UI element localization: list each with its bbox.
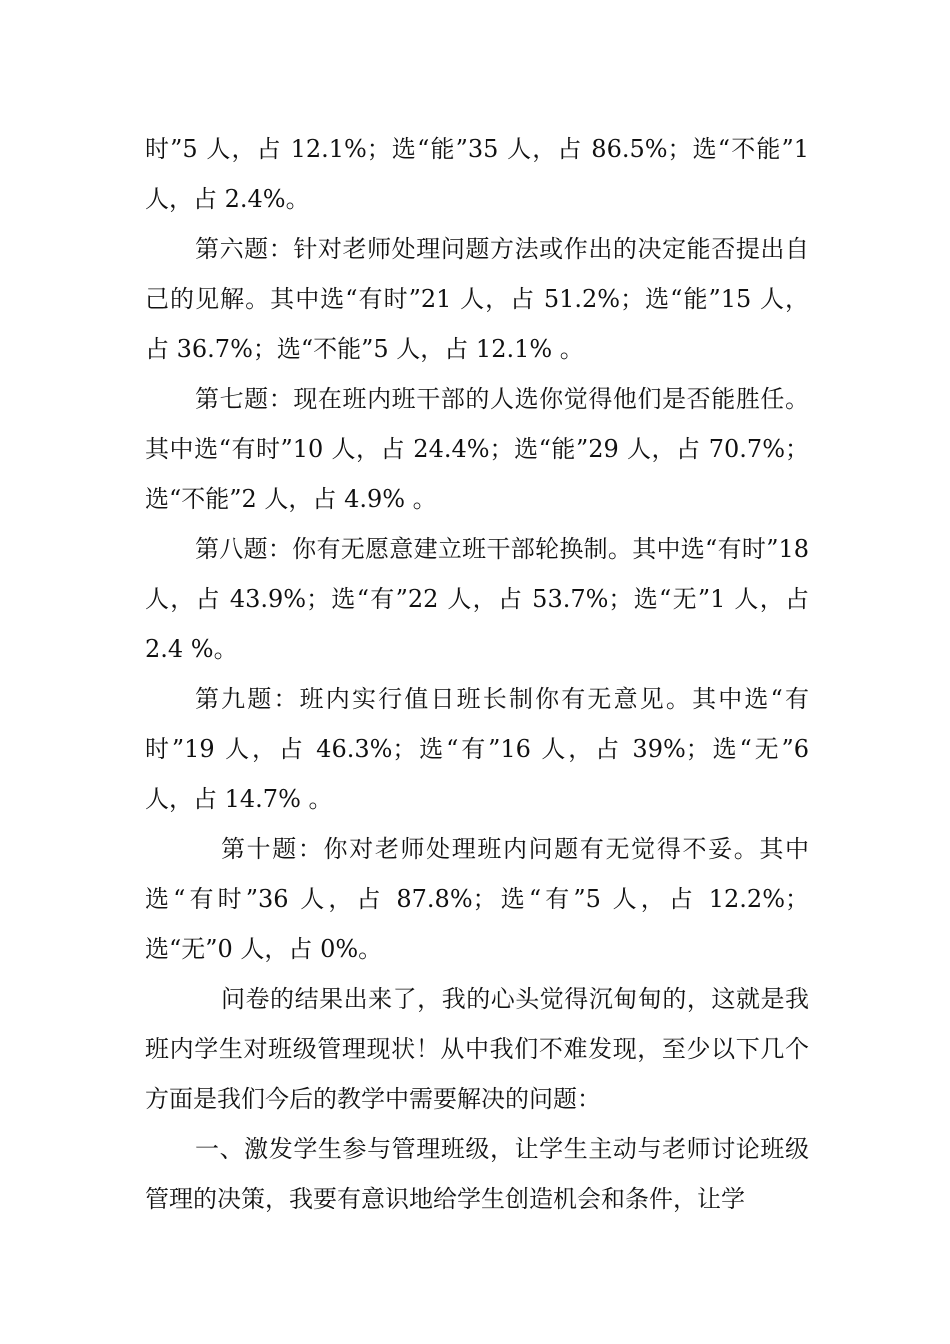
paragraph-q8: 第八题：你有无愿意建立班干部轮换制。其中选“有时”18 人，占 43.9%；选“有”22 人，占 53.7%；选“无”1 人，占 2.4 %。 — [145, 535, 809, 663]
paragraph-q5-continued: 时”5 人，占 12.1%；选“能”35 人，占 86.5%；选“不能”1 人，占 2.4%。 — [145, 135, 809, 213]
paragraph-q7: 第七题：现在班内班干部的人选你觉得他们是否能胜任。其中选“有时”10 人，占 24.4%；选“能”29 人，占 70.7%；选“不能”2 人，占 4.9% 。 — [145, 385, 809, 513]
paragraph-q10: 第十题：你对老师处理班内问题有无觉得不妥。其中选“有时”36 人，占 87.8%；选“有”5 人，占 12.2%；选“无”0 人，占 0%。 — [145, 835, 809, 963]
paragraph-q9: 第九题：班内实行值日班长制你有无意见。其中选“有时”19 人，占 46.3%；选“有”16 人，占 39%；选“无”6 人，占 14.7% 。 — [145, 685, 809, 813]
paragraph-point-one: 一、激发学生参与管理班级，让学生主动与老师讨论班级管理的决策，我要有意识地给学生创造机会和条件，让学 — [145, 1135, 809, 1213]
paragraph-q6: 第六题：针对老师处理问题方法或作出的决定能否提出自己的见解。其中选“有时”21 人，占 51.2%；选“能”15 人，占 36.7%；选“不能”5 人，占 12.1% 。 — [145, 235, 809, 363]
paragraph-summary: 问卷的结果出来了，我的心头觉得沉甸甸的，这就是我班内学生对班级管理现状！从中我们不难发现，至少以下几个方面是我们今后的教学中需要解决的问题： — [145, 985, 809, 1113]
document-body — [145, 124, 809, 1224]
